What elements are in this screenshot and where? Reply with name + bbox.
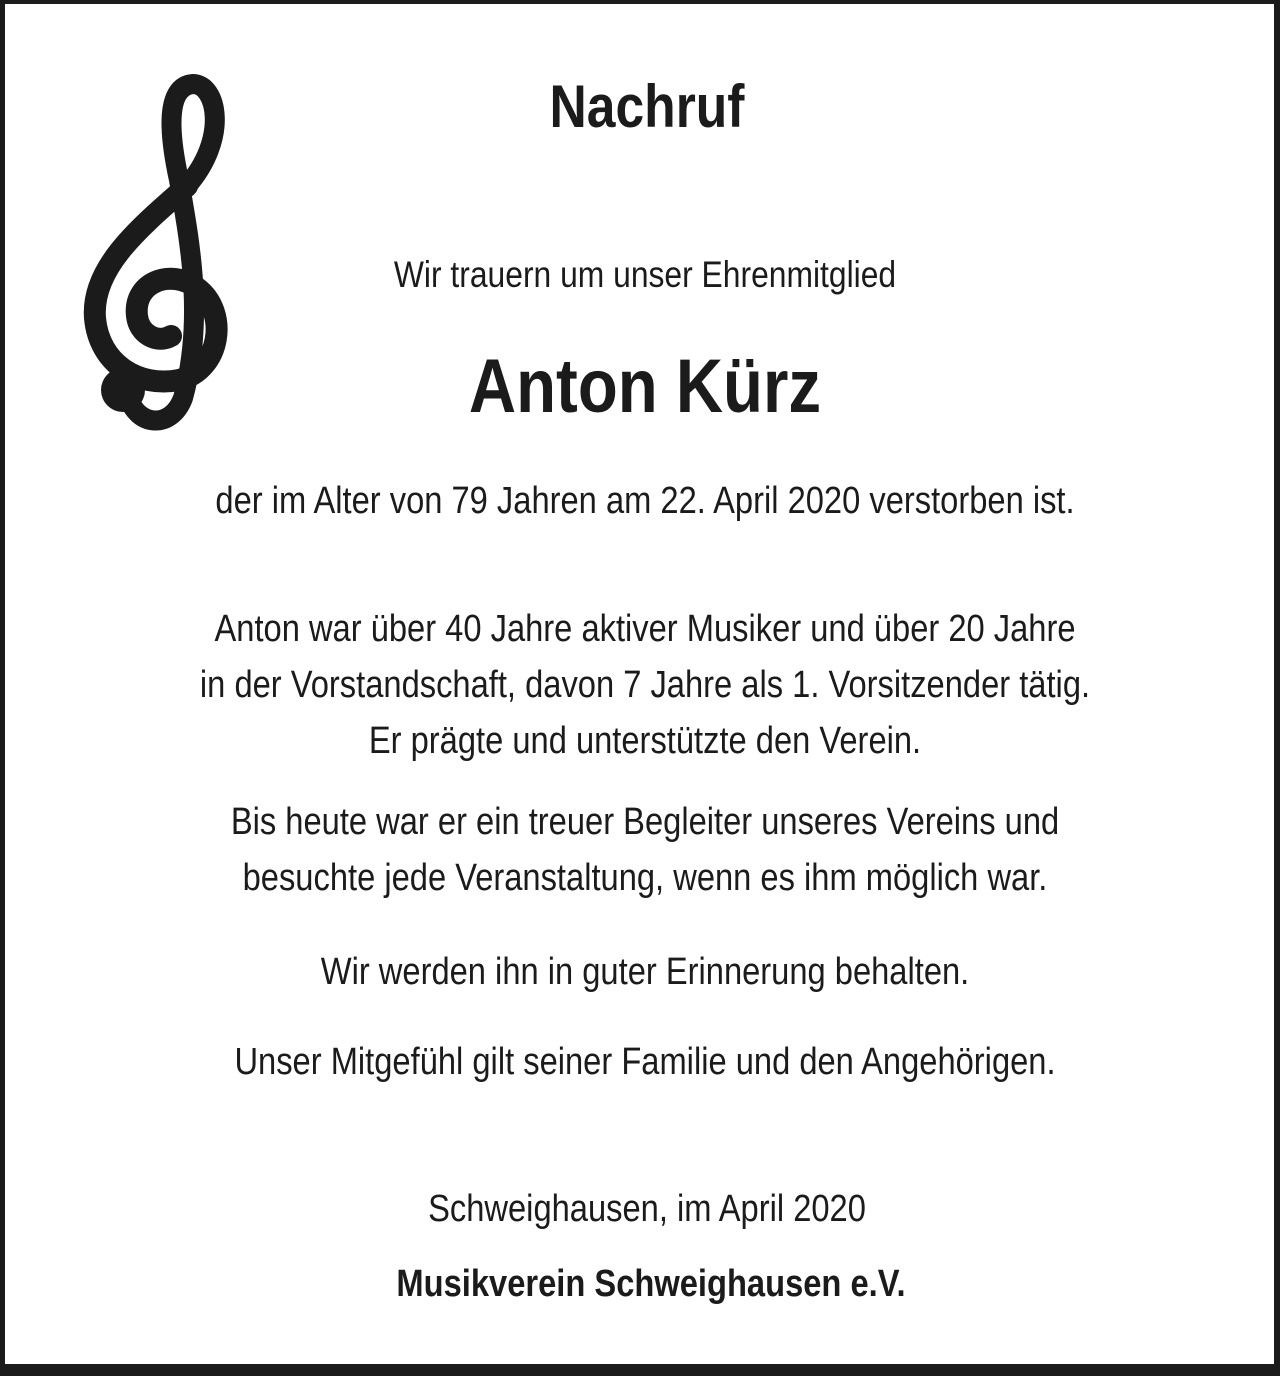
paragraph4: Unser Mitgefühl gilt seiner Familie und den Angehörigen. <box>234 1041 1056 1083</box>
paragraph2-line1: Bis heute war er ein treuer Begleiter unseres Vereins und <box>230 801 1060 843</box>
intro-line: Wir trauern um unser Ehrenmitglied <box>393 254 897 295</box>
place-date: Schweighausen, im April 2020 <box>428 1188 866 1230</box>
paragraph1-line1: Anton war über 40 Jahre aktiver Musiker und über 20 Jahre <box>214 608 1076 650</box>
age-line: der im Alter von 79 Jahren am 22. April 2020 verstorben ist. <box>215 480 1075 522</box>
organization-signature: Musikverein Schweighausen e.V. <box>396 1263 906 1305</box>
deceased-name: Anton Kürz <box>468 344 822 429</box>
obituary-heading: Nachruf <box>549 73 745 140</box>
paragraph1-line2: in der Vorstandschaft, davon 7 Jahre als 1. Vorsitzender tätig. <box>199 664 1091 706</box>
paragraph1-line3: Er prägte und unterstützte den Verein. <box>368 720 922 762</box>
paragraph2-line2: besuchte jede Veranstaltung, wenn es ihm möglich war. <box>242 857 1048 899</box>
paragraph3: Wir werden ihn in guter Erinnerung behalten. <box>320 951 970 993</box>
